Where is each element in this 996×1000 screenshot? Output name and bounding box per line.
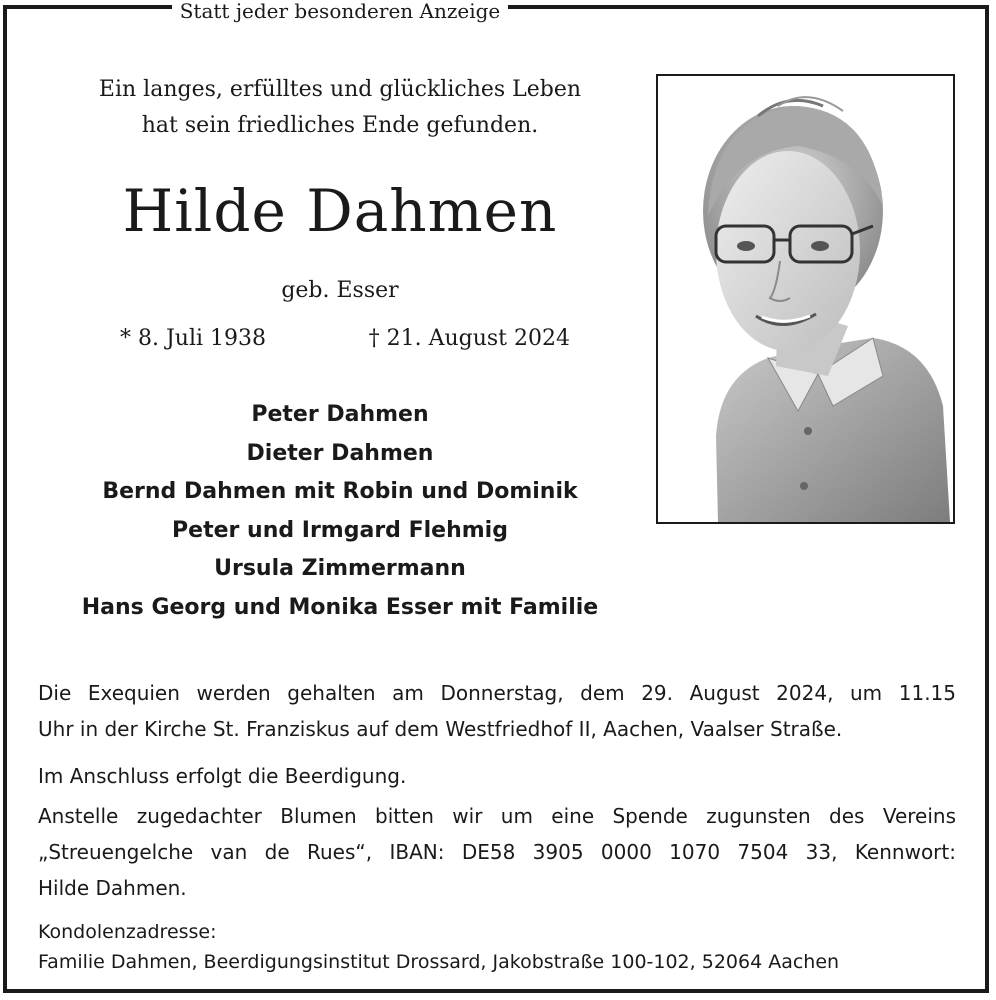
- service-line-1: Die Exequien werden gehalten am Donnerstag, dem 29. August 2024, um 11.15: [38, 681, 956, 705]
- condolence-label: Kondolenzadresse:: [38, 921, 217, 943]
- intro-line-2: hat sein friedliches Ende gefunden.: [141, 113, 539, 138]
- donation-line-2: „Streuengelche van de Rues“, IBAN: DE58 3905 0000 1070 7504 33, Kennwort:: [38, 840, 956, 864]
- notice-header: [0, 0, 680, 22]
- life-dates: [120, 324, 570, 354]
- mourner-item: Ursula Zimmermann: [214, 556, 466, 581]
- mourner-item: Hans Georg und Monika Esser mit Familie: [81, 594, 599, 620]
- mourner-item: Bernd Dahmen mit Robin und Dominik: [102, 479, 578, 504]
- mourners-list: [40, 396, 640, 627]
- mourner-item: Peter und Irmgard Flehmig: [172, 517, 508, 543]
- intro-line-1: Ein langes, erfülltes und glückliches Leben: [98, 77, 582, 102]
- donation-line-3: Hilde Dahmen.: [38, 876, 187, 900]
- intro-text: [40, 72, 640, 144]
- condolence-address: [38, 917, 839, 977]
- burial-note: Im Anschluss erfolgt die Beerdigung.: [38, 764, 407, 788]
- service-line-2: Uhr in der Kirche St. Franziskus auf dem Westfriedhof II, Aachen, Vaalser Straße.: [38, 717, 843, 741]
- mourner-item: Dieter Dahmen: [246, 440, 434, 466]
- death-date: † 21. August 2024: [368, 326, 570, 351]
- condolence-text: Familie Dahmen, Beerdigungsinstitut Drossard, Jakobstraße 100-102, 52064 Aachen: [38, 951, 840, 973]
- portrait-illustration: [658, 76, 953, 522]
- birth-date: * 8. Juli 1938: [120, 326, 267, 351]
- portrait-photo: [656, 74, 955, 524]
- donation-paragraph: [38, 798, 956, 906]
- deceased-name: Hilde Dahmen: [122, 177, 558, 245]
- mourner-item: Peter Dahmen: [251, 402, 429, 427]
- donation-line-1: Anstelle zugedachter Blumen bitten wir um eine Spende zugunsten des Vereins: [38, 804, 956, 828]
- service-paragraph: [38, 675, 956, 747]
- header-label: Statt jeder besonderen Anzeige: [172, 0, 509, 23]
- maiden-name: geb. Esser: [281, 278, 399, 303]
